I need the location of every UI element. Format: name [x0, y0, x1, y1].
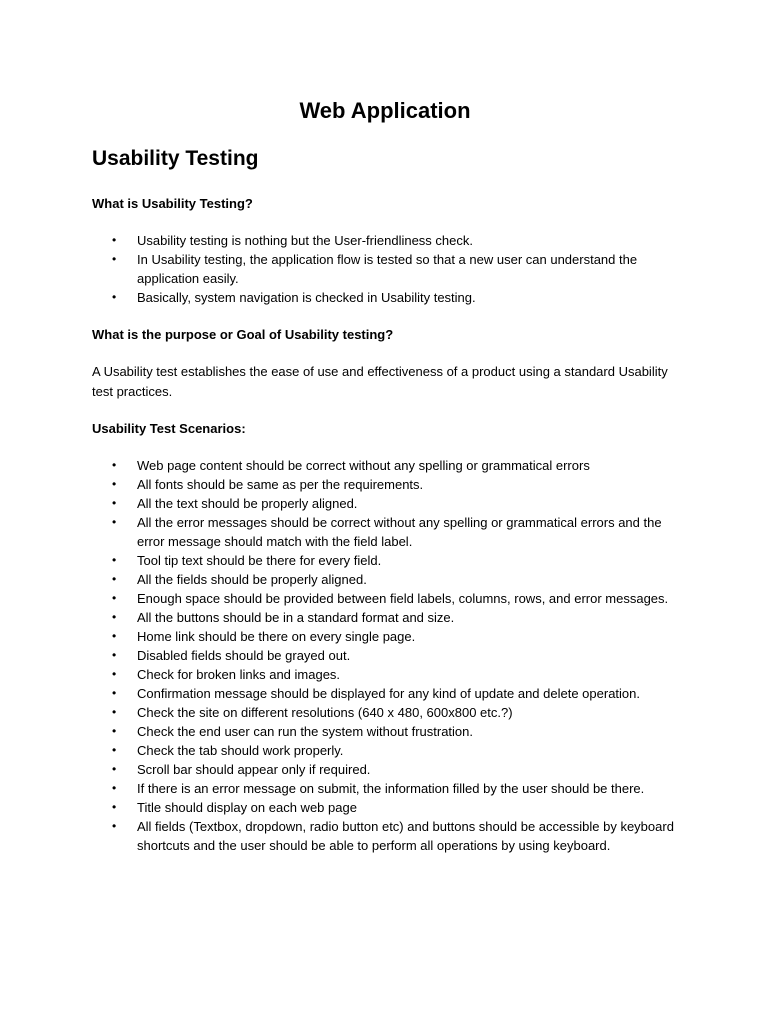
list-item: • Check the end user can run the system without frustration. — [112, 724, 474, 739]
list-item: • Title should display on each web page — [112, 800, 357, 815]
list-item: • Enough space should be provided between field labels, columns, rows, and error messages. — [112, 591, 669, 606]
bullet-icon: • — [112, 762, 117, 776]
list-item: • Check the tab should work properly. — [112, 743, 344, 758]
list-item: • Web page content should be correct without any spelling or grammatical errors — [112, 458, 590, 473]
bullet-icon: • — [112, 800, 117, 814]
list-item: • Usability testing is nothing but the User-friendliness check. — [112, 233, 473, 248]
bullet-icon: • — [112, 724, 117, 738]
bullet-icon: • — [112, 290, 117, 304]
bullet-icon: • — [112, 233, 117, 247]
scenarios-heading: Usability Test Scenarios: — [92, 421, 246, 436]
bullet-icon: • — [112, 477, 117, 491]
list-item: • Check the site on different resolutions (640 x 480, 600x800 etc.?) — [112, 705, 513, 720]
list-item: • Basically, system navigation is checked in Usability testing. — [112, 290, 476, 305]
bullet-icon: • — [112, 686, 117, 700]
bullet-icon: • — [112, 629, 117, 643]
bullet-icon: • — [112, 819, 117, 833]
q2-heading: What is the purpose or Goal of Usability testing? — [92, 327, 394, 342]
list-item: • All the error messages should be correct without any spelling or grammatical errors and the error message should match with the field label. — [112, 515, 662, 549]
q1-bullet-list — [92, 231, 678, 307]
bullet-icon: • — [112, 572, 117, 586]
list-item: • All the buttons should be in a standard format and size. — [112, 610, 455, 625]
list-item: • Confirmation message should be displayed for any kind of update and delete operation. — [112, 686, 640, 701]
q1-heading: What is Usability Testing? — [92, 196, 253, 211]
bullet-icon: • — [112, 515, 117, 529]
list-item: • If there is an error message on submit, the information filled by the user should be there. — [112, 781, 645, 796]
list-item: • All fields (Textbox, dropdown, radio button etc) and buttons should be accessible by keyboard shortcuts and the user should be able to perform all operations by using keyboard. — [112, 819, 674, 853]
list-item: • Check for broken links and images. — [112, 667, 341, 682]
bullet-icon: • — [112, 667, 117, 681]
bullet-icon: • — [112, 553, 117, 567]
bullet-icon: • — [112, 743, 117, 757]
list-item: • Tool tip text should be there for every field. — [112, 553, 382, 568]
list-item: • Scroll bar should appear only if required. — [112, 762, 371, 777]
scenarios-bullet-list — [92, 456, 678, 855]
section-title: Usability Testing — [92, 147, 259, 170]
list-item: • In Usability testing, the application flow is tested so that a new user can understand the application easily. — [112, 252, 638, 286]
list-item: • All the text should be properly aligned. — [112, 496, 358, 511]
bullet-icon: • — [112, 648, 117, 662]
bullet-icon: • — [112, 458, 117, 472]
bullet-icon: • — [112, 610, 117, 624]
document-title: Web Application — [299, 98, 471, 123]
bullet-icon: • — [112, 496, 117, 510]
bullet-icon: • — [112, 252, 117, 266]
q2-paragraph: A Usability test establishes the ease of use and effectiveness of a product using a standard Usability test practices. — [92, 364, 668, 399]
bullet-icon: • — [112, 591, 117, 605]
list-item: • All fonts should be same as per the requirements. — [112, 477, 424, 492]
list-item: • Disabled fields should be grayed out. — [112, 648, 351, 663]
list-item: • All the fields should be properly aligned. — [112, 572, 367, 587]
bullet-icon: • — [112, 705, 117, 719]
list-item: • Home link should be there on every single page. — [112, 629, 416, 644]
bullet-icon: • — [112, 781, 117, 795]
